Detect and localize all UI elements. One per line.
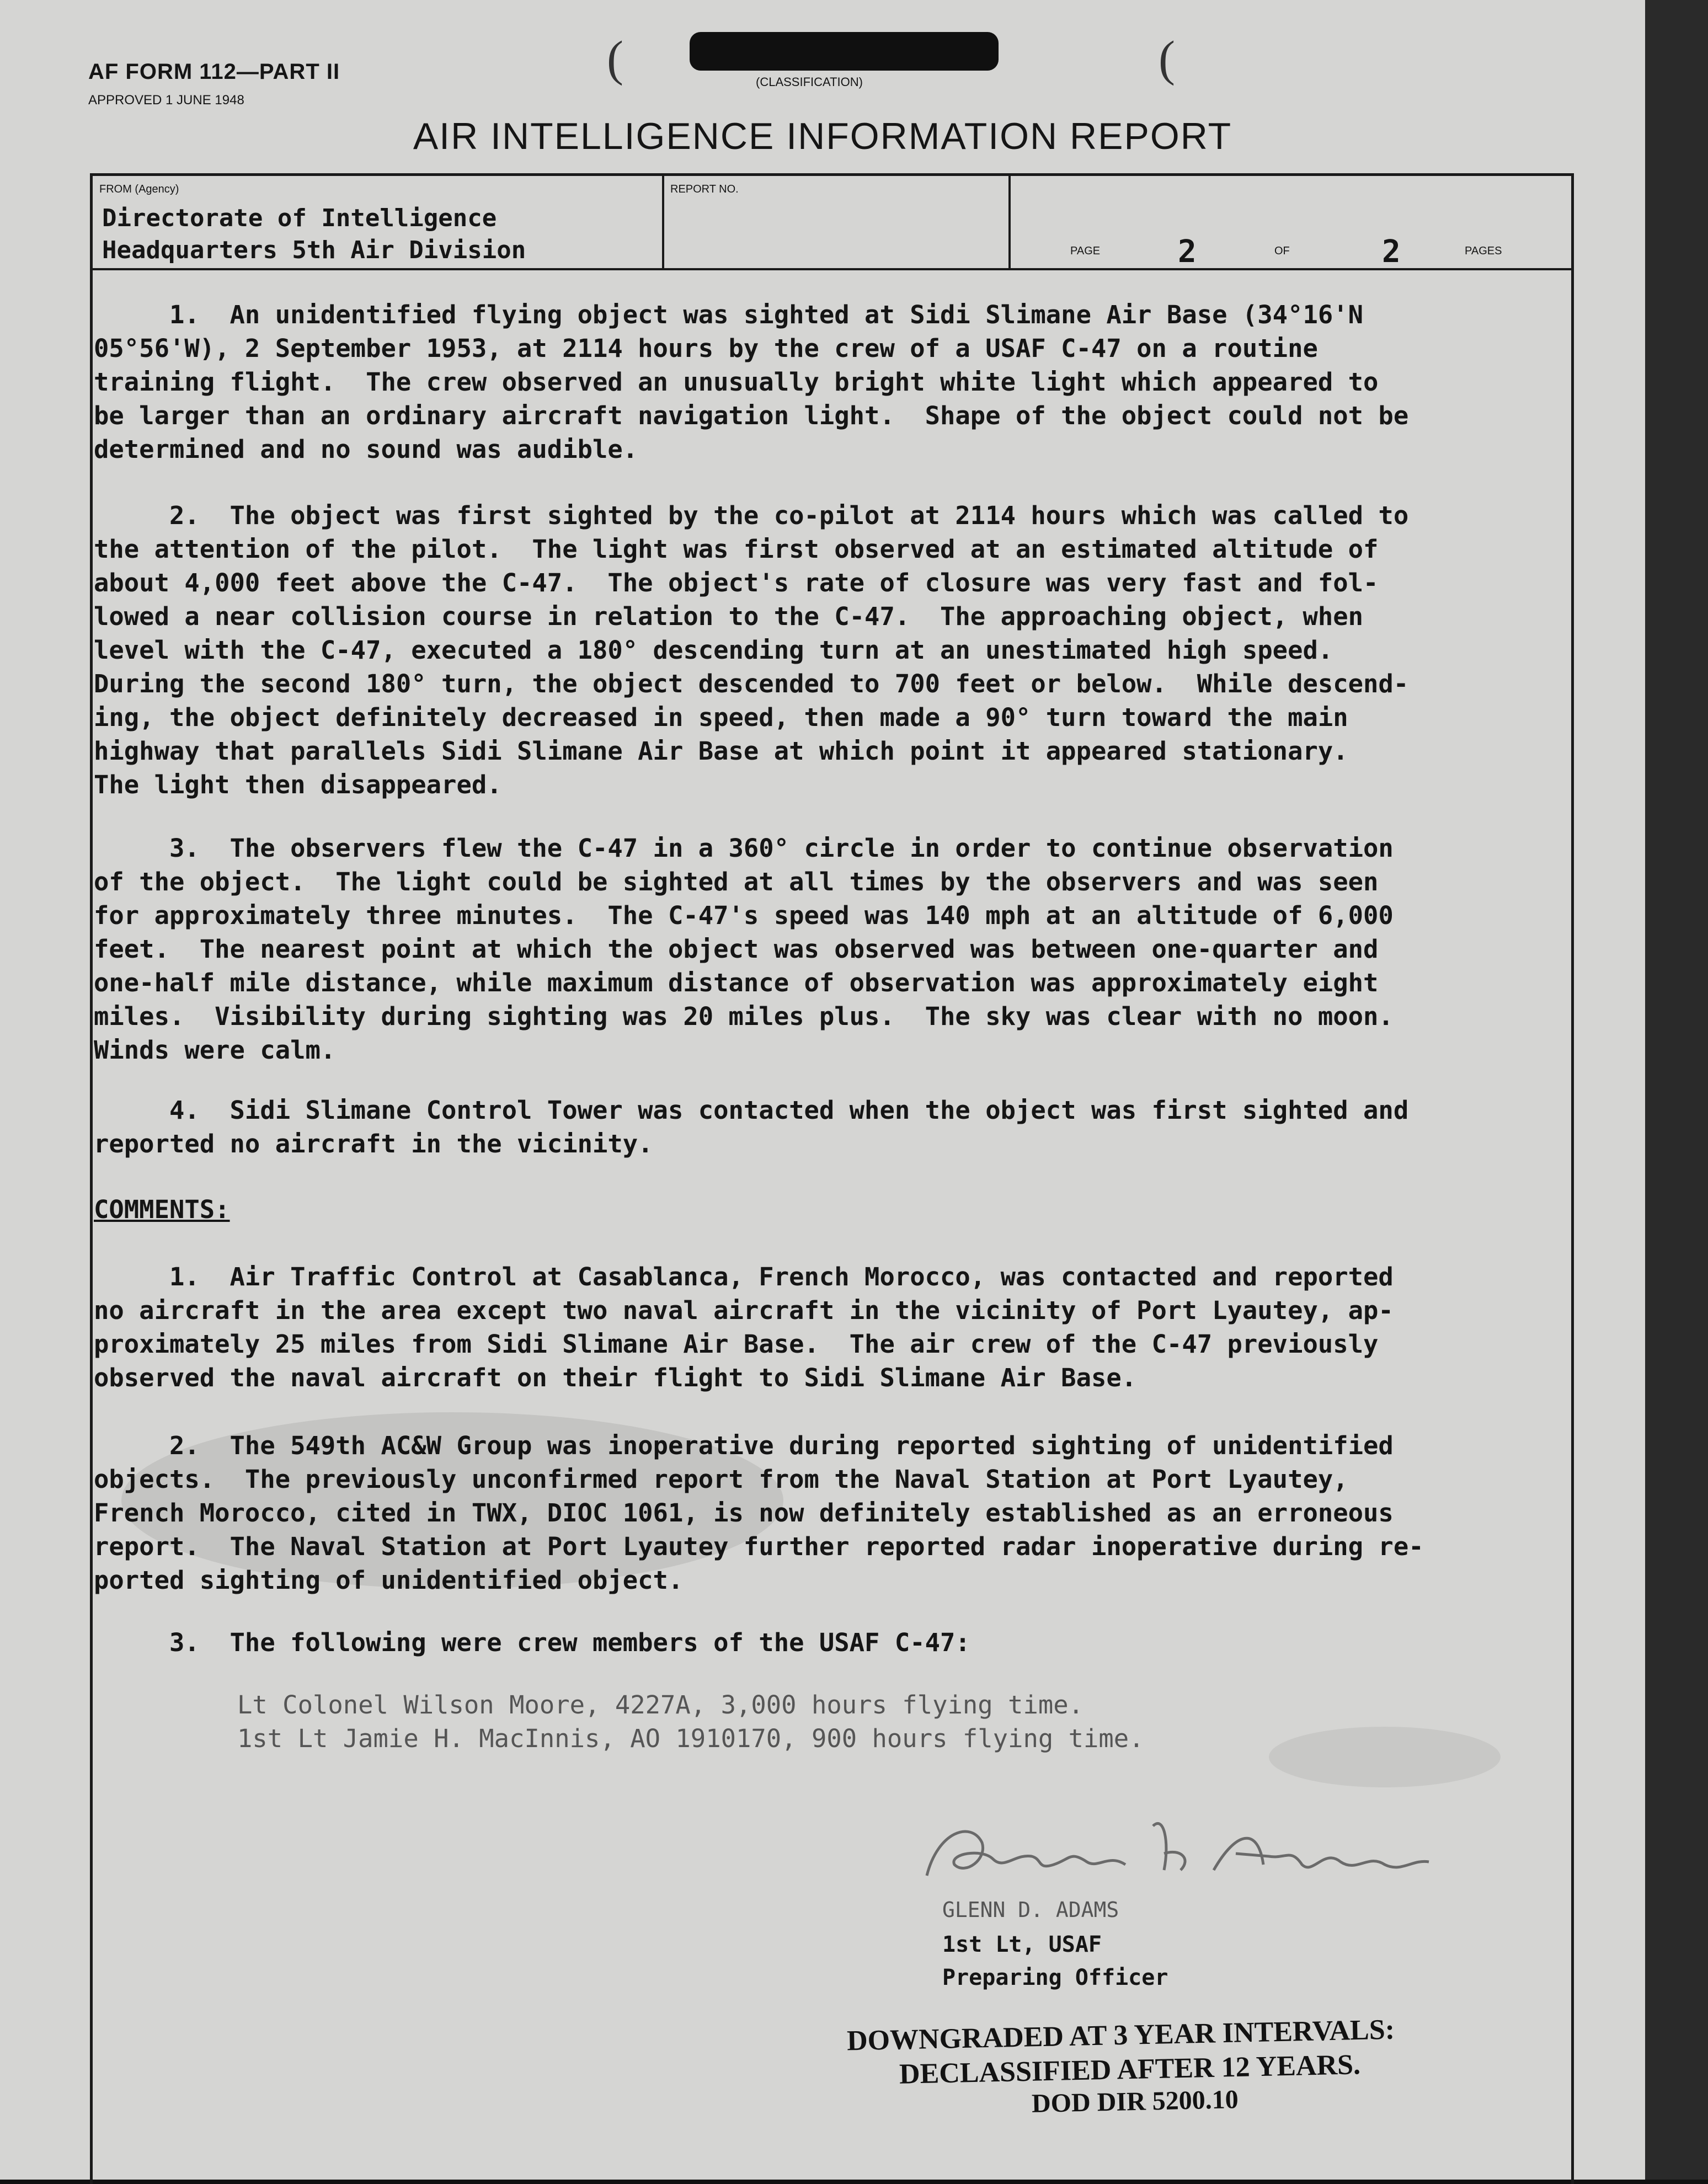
approved-date: APPROVED 1 JUNE 1948	[88, 93, 244, 108]
para4-line: 4. Sidi Slimane Control Tower was contacted when the object was first sighted and	[94, 1096, 1409, 1125]
comment2-line: ported sighting of unidentified object.	[94, 1566, 684, 1595]
comment1-line: no aircraft in the area except two naval aircraft in the vicinity of Port Lyautey, ap-	[94, 1296, 1394, 1325]
signatory-role: Preparing Officer	[942, 1965, 1168, 1990]
paren-right: (	[1159, 31, 1175, 86]
para3-line: miles. Visibility during sighting was 20 miles plus. The sky was clear with no moon.	[94, 1002, 1394, 1031]
classification-redaction	[690, 32, 999, 71]
para2-line: ing, the object definitely decreased in speed, then made a 90° turn toward the main	[94, 703, 1348, 732]
comment1-line: 1. Air Traffic Control at Casablanca, French Morocco, was contacted and reported	[94, 1262, 1394, 1291]
para2-line: During the second 180° turn, the object descended to 700 feet or below. While descend-	[94, 669, 1409, 698]
pages-label: PAGES	[1465, 245, 1502, 257]
classification-label: (CLASSIFICATION)	[756, 75, 863, 89]
signatory-name: GLENN D. ADAMS	[942, 1898, 1119, 1922]
comment2-line: French Morocco, cited in TWX, DIOC 1061, is now definitely established as an erroneous	[94, 1498, 1394, 1528]
form-id: AF FORM 112—PART II	[88, 60, 340, 84]
comment2-line: report. The Naval Station at Port Lyautey further reported radar inoperative during re-	[94, 1532, 1424, 1561]
comment2-line: objects. The previously unconfirmed report from the Naval Station at Port Lyautey,	[94, 1465, 1348, 1494]
para3-line: Winds were calm.	[94, 1035, 336, 1065]
paren-left: (	[607, 31, 623, 86]
para2-line: highway that parallels Sidi Slimane Air Base at which point it appeared stationary.	[94, 736, 1348, 766]
para1-line: 05°56'W), 2 September 1953, at 2114 hours by the crew of a USAF C-47 on a routine	[94, 334, 1318, 363]
scan-border	[1645, 0, 1708, 2180]
para1-line: 1. An unidentified flying object was sighted at Sidi Slimane Air Base (34°16'N	[94, 300, 1364, 329]
para2-line: the attention of the pilot. The light was first observed at an estimated altitude of	[94, 535, 1379, 564]
header-divider-vertical-1	[662, 173, 664, 269]
para3-line: 3. The observers flew the C-47 in a 360° circle in order to continue observation	[94, 834, 1394, 863]
of-label: OF	[1274, 245, 1290, 257]
downgrade-stamp-line-2: DECLASSIFIED AFTER 12 YEARS.	[899, 2049, 1361, 2090]
comment1-line: proximately 25 miles from Sidi Slimane Air Base. The air crew of the C-47 previously	[94, 1329, 1379, 1359]
page-number: 2	[1178, 234, 1197, 270]
scan-smudge	[1269, 1727, 1501, 1787]
para3-line: one-half mile distance, while maximum distance of observation was approximately eight	[94, 968, 1379, 997]
from-label: FROM (Agency)	[99, 183, 179, 195]
para3-line: feet. The nearest point at which the object was observed was between one-quarter and	[94, 935, 1379, 964]
crew-member: 1st Lt Jamie H. MacInnis, AO 1910170, 900 hours flying time.	[237, 1724, 1144, 1753]
header-divider-vertical-2	[1008, 173, 1011, 269]
para3-line: of the object. The light could be sighted at all times by the observers and was seen	[94, 867, 1379, 896]
para2-line: lowed a near collision course in relation to the C-47. The approaching object, when	[94, 602, 1364, 631]
para2-line: about 4,000 feet above the C-47. The object's rate of closure was very fast and fol-	[94, 568, 1379, 597]
from-line-1: Directorate of Intelligence	[102, 204, 497, 232]
comments-heading: COMMENTS:	[94, 1195, 230, 1224]
para1-line: be larger than an ordinary aircraft navigation light. Shape of the object could not be	[94, 401, 1409, 430]
header-divider	[90, 268, 1571, 270]
scan-smudge	[121, 1412, 783, 1589]
comment3-line: 3. The following were crew members of the USAF C-47:	[94, 1628, 970, 1657]
report-title: AIR INTELLIGENCE INFORMATION REPORT	[413, 115, 1232, 157]
downgrade-stamp-line-3: DOD DIR 5200.10	[1031, 2085, 1239, 2118]
signatory-rank: 1st Lt, USAF	[942, 1932, 1102, 1957]
total-pages: 2	[1382, 234, 1401, 270]
comment1-line: observed the naval aircraft on their flight to Sidi Slimane Air Base.	[94, 1363, 1137, 1392]
para4-line: reported no aircraft in the vicinity.	[94, 1129, 653, 1158]
para1-line: determined and no sound was audible.	[94, 435, 638, 464]
page-label: PAGE	[1070, 245, 1101, 257]
para2-line: 2. The object was first sighted by the co-pilot at 2114 hours which was called to	[94, 501, 1409, 530]
downgrade-stamp-line-1: DOWNGRADED AT 3 YEAR INTERVALS:	[846, 2014, 1395, 2057]
comment2-line: 2. The 549th AC&W Group was inoperative during reported sighting of unidentified	[94, 1431, 1394, 1460]
from-line-2: Headquarters 5th Air Division	[102, 236, 526, 264]
para2-line: level with the C-47, executed a 180° descending turn at an unestimated high speed.	[94, 636, 1333, 665]
para3-line: for approximately three minutes. The C-47's speed was 140 mph at an altitude of 6,000	[94, 901, 1394, 930]
report-no-label: REPORT NO.	[670, 183, 739, 195]
crew-member: Lt Colonel Wilson Moore, 4227A, 3,000 hours flying time.	[237, 1690, 1084, 1720]
para2-line: The light then disappeared.	[94, 770, 502, 799]
handwritten-signature	[905, 1809, 1434, 1892]
para1-line: training flight. The crew observed an unusually bright white light which appeared to	[94, 367, 1379, 397]
